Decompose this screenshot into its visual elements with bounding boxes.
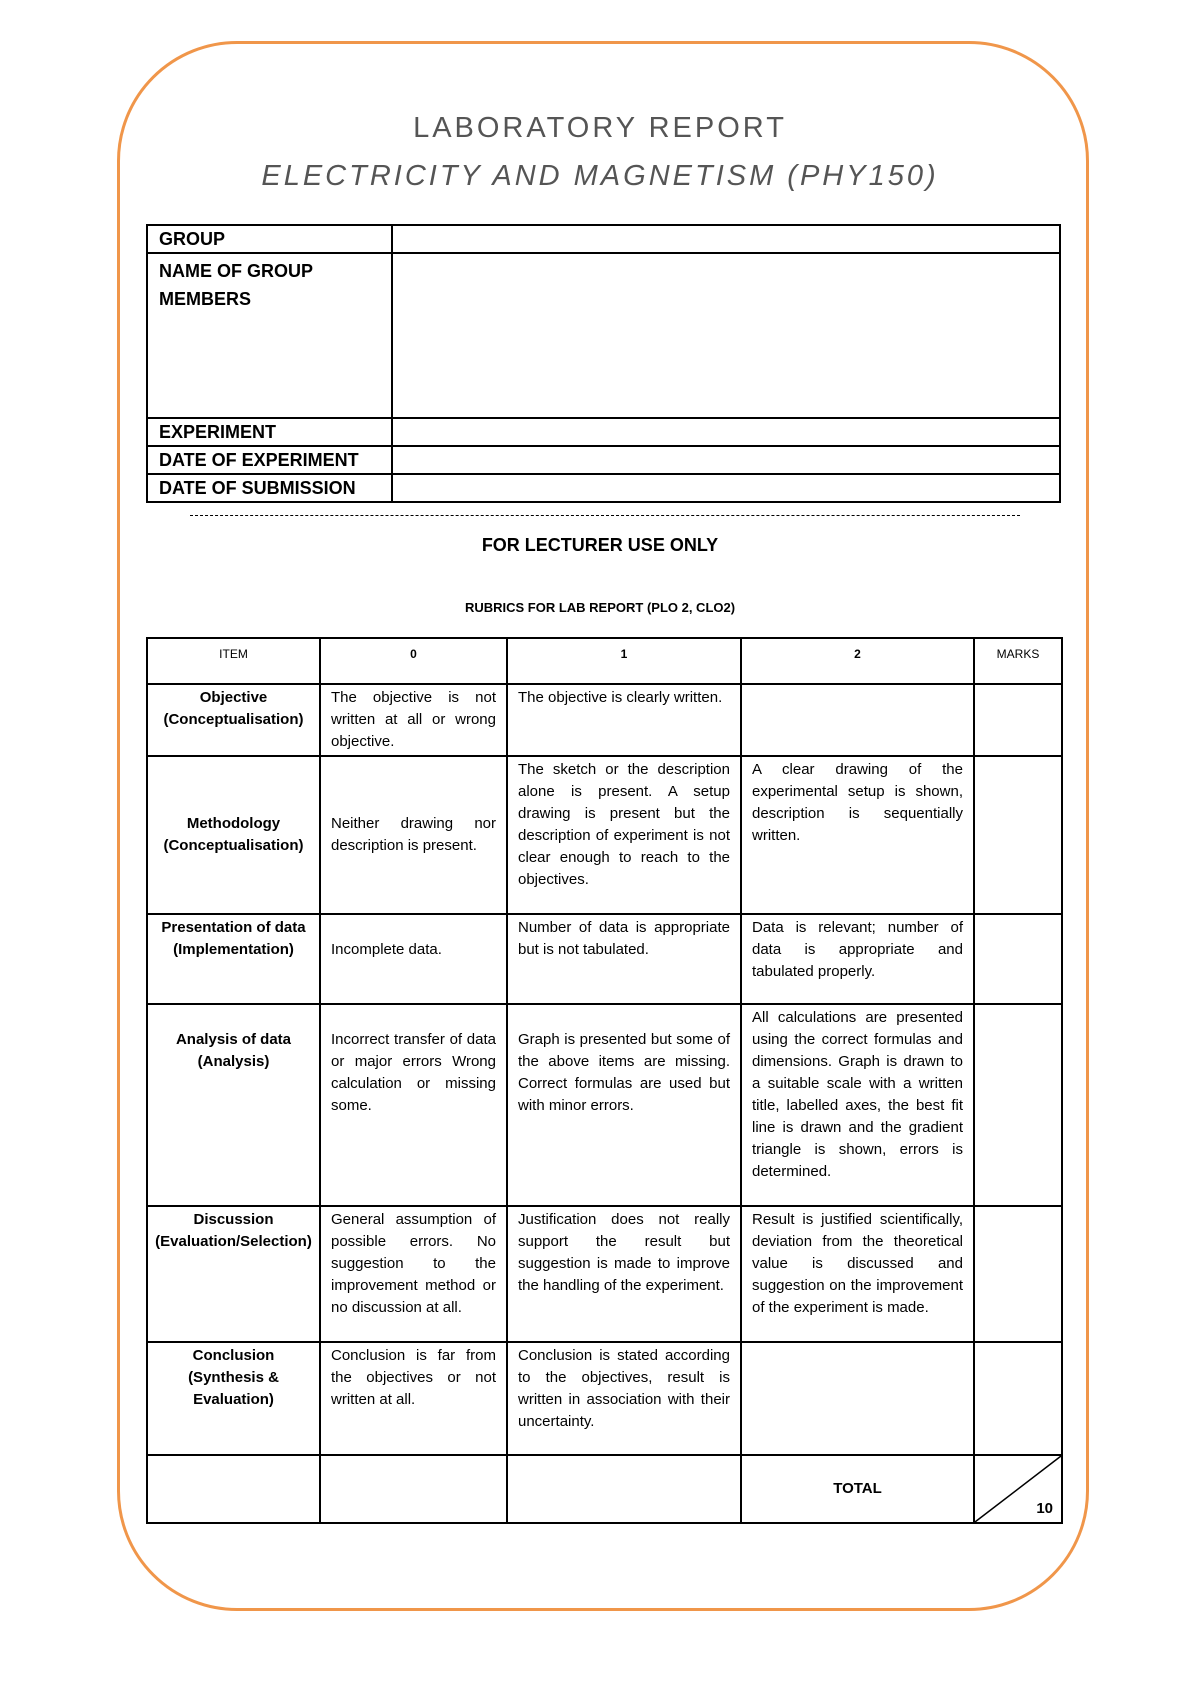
score-0-cell: Incomplete data. [320, 914, 507, 1004]
table-row [147, 914, 1062, 1004]
group-label: GROUP [147, 225, 392, 253]
header-score-1: 1 [507, 638, 741, 684]
empty-cell [147, 1455, 320, 1523]
score-2-cell: Result is justified scientifically, deviation from the theoretical value is discussed and suggestion on the improvement of the experiment is made. [741, 1206, 974, 1342]
table-row [147, 756, 1062, 914]
score-0-cell: General assumption of possible errors. No suggestion to the improvement method or no discussion at all. [320, 1206, 507, 1342]
date-of-experiment-label: DATE OF EXPERIMENT [147, 446, 392, 474]
score-0-cell: Incorrect transfer of data or major errors Wrong calculation or missing some. [320, 1004, 507, 1206]
score-1-cell: Justification does not really support the result but suggestion is made to improve the handling of the experiment. [507, 1206, 741, 1342]
score-1-cell: Conclusion is stated according to the objectives, result is written in association with their uncertainty. [507, 1342, 741, 1455]
item-cell: Methodology (Conceptualisation) [147, 756, 320, 914]
marks-cell[interactable] [974, 756, 1062, 914]
item-cell: Conclusion (Synthesis & Evaluation) [147, 1342, 320, 1455]
item-cell: Objective (Conceptualisation) [147, 684, 320, 756]
group-info-table [146, 224, 1061, 503]
lecturer-use-heading: FOR LECTURER USE ONLY [481, 535, 719, 555]
marks-cell[interactable] [974, 1004, 1062, 1206]
marks-cell[interactable] [974, 1206, 1062, 1342]
total-row [147, 1455, 1062, 1523]
score-0-cell: Conclusion is far from the objectives or not written at all. [320, 1342, 507, 1455]
marks-cell[interactable] [974, 684, 1062, 756]
score-0-cell: The objective is not written at all or wrong objective. [320, 684, 507, 756]
table-row [147, 1206, 1062, 1342]
experiment-label: EXPERIMENT [147, 418, 392, 446]
header-score-0: 0 [320, 638, 507, 684]
total-max-marks: 10 [1036, 1500, 1053, 1517]
header-score-2: 2 [741, 638, 974, 684]
course-title: ELECTRICITY AND MAGNETISM (PHY150) [261, 160, 939, 192]
header-marks: MARKS [974, 638, 1062, 684]
item-cell: Discussion (Evaluation/Selection) [147, 1206, 320, 1342]
date-of-experiment-field[interactable] [392, 446, 1060, 474]
score-1-cell: Number of data is appropriate but is not tabulated. [507, 914, 741, 1004]
date-of-submission-field[interactable] [392, 474, 1060, 502]
item-cell: Presentation of data (Implementation) [147, 914, 320, 1004]
rubric-table [146, 637, 1063, 1524]
total-label: TOTAL [741, 1455, 974, 1523]
experiment-field[interactable] [392, 418, 1060, 446]
header-item: ITEM [147, 638, 320, 684]
marks-cell[interactable] [974, 1342, 1062, 1455]
separator-dashed-line [190, 515, 1020, 516]
table-row [147, 684, 1062, 756]
score-1-cell: The objective is clearly written. [507, 684, 741, 756]
group-members-field[interactable] [392, 253, 1060, 418]
score-2-cell: Data is relevant; number of data is appropriate and tabulated properly. [741, 914, 974, 1004]
marks-cell[interactable] [974, 914, 1062, 1004]
score-1-cell: The sketch or the description alone is present. A setup drawing is present but the description of experiment is not clear enough to reach to the objectives. [507, 756, 741, 914]
score-2-cell [741, 684, 974, 756]
date-of-submission-label: DATE OF SUBMISSION [147, 474, 392, 502]
group-members-label: NAME OF GROUP MEMBERS [147, 253, 392, 418]
empty-cell [507, 1455, 741, 1523]
score-1-cell: Graph is presented but some of the above items are missing. Correct formulas are used but with minor errors. [507, 1004, 741, 1206]
group-field[interactable] [392, 225, 1060, 253]
score-2-cell [741, 1342, 974, 1455]
report-title: LABORATORY REPORT [413, 112, 787, 144]
score-2-cell: A clear drawing of the experimental setup is shown, description is sequentially written. [741, 756, 974, 914]
empty-cell [320, 1455, 507, 1523]
item-cell: Analysis of data (Analysis) [147, 1004, 320, 1206]
table-row [147, 1342, 1062, 1455]
table-row [147, 1004, 1062, 1206]
rubric-title: RUBRICS FOR LAB REPORT (PLO 2, CLO2) [464, 600, 736, 615]
total-marks-cell[interactable] [974, 1455, 1062, 1523]
score-0-cell: Neither drawing nor description is present. [320, 756, 507, 914]
score-2-cell: All calculations are presented using the correct formulas and dimensions. Graph is drawn to a suitable scale with a written title, labelled axes, the best fit line is drawn and the gradient triangle is shown, errors is determined. [741, 1004, 974, 1206]
